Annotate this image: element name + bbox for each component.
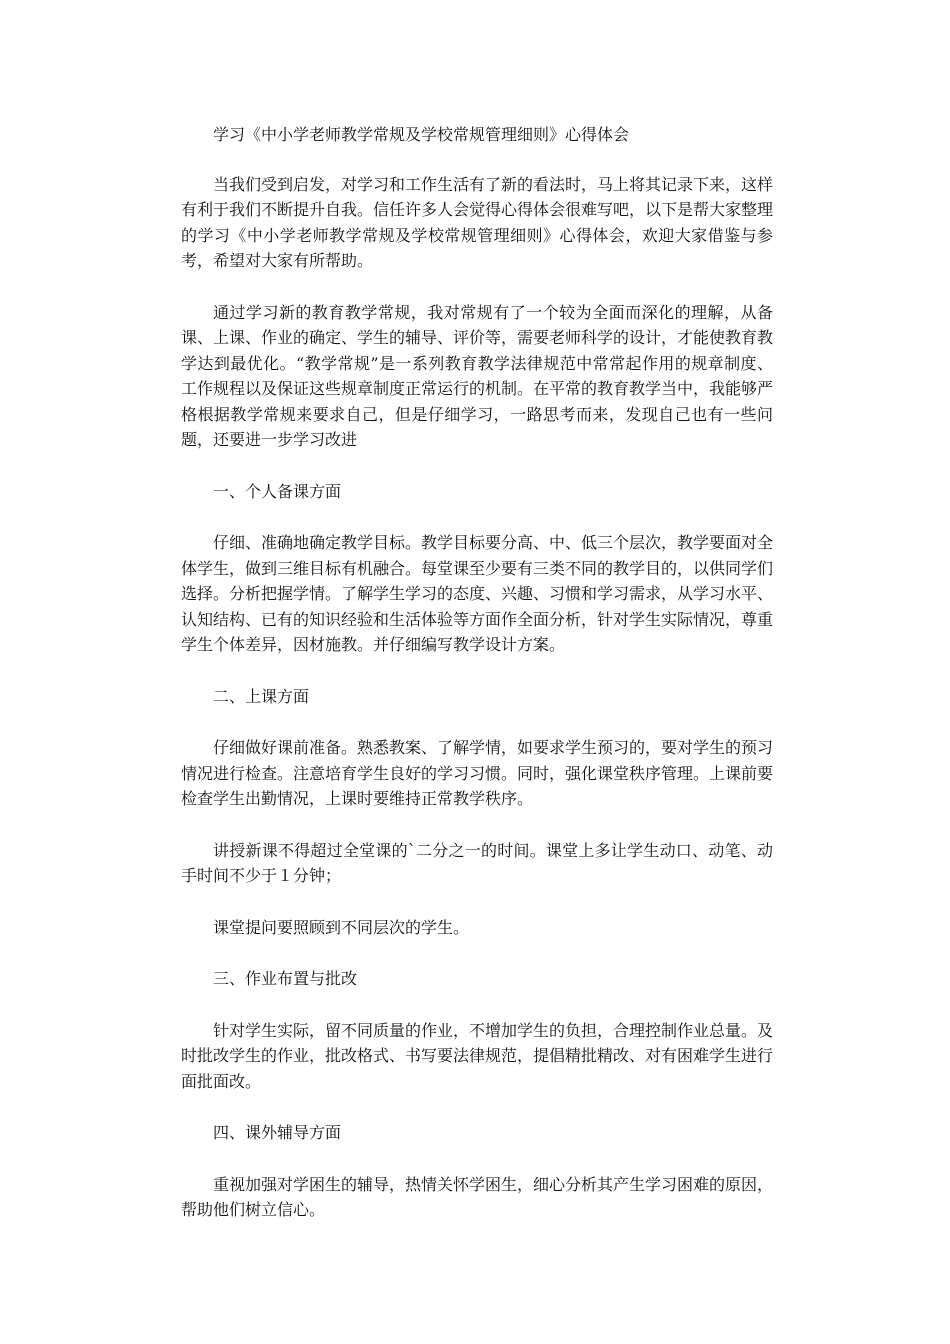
- section-heading-tutoring: 四、课外辅导方面: [213, 1123, 342, 1142]
- section-heading-teaching: 二、上课方面: [213, 686, 310, 706]
- document-title: 学习《中小学老师教学常规及学校常规管理细则》心得体会: [213, 125, 630, 144]
- intro-paragraph: 当我们受到启发，对学习和工作生活有了新的看法时，马上将其记录下来，这样有利于我们不断提升自我。信任许多人会觉得心得体会很难写吧，以下是帮大家整理的学习《中小学老师教学常规及学校常规管理细则》心得体会，欢迎大家借鉴与参考，希望对大家有所帮助。: [181, 174, 774, 270]
- section-heading-homework: 三、作业布置与批改: [213, 969, 358, 988]
- teaching-paragraph-1: 仔细做好课前准备。熟悉教案、了解学情，如要求学生预习的，要对学生的预习情况进行检查。注意培育学生良好的学习习惯。同时，强化课堂秩序管理。上课前要检查学生出勤情况，上课时要维持正常教学秩序。: [181, 738, 774, 808]
- overview-paragraph: 通过学习新的教育教学常规，我对常规有了一个较为全面而深化的理解，从备课、上课、作业的确定、学生的辅导、评价等，需要老师科学的设计，才能使教育教学达到最优化。“教学常规”是一系列教育教学法律规范中常常起作用的规章制度、工作规程以及保证这些规章制度正常运行的机制。在平常的教育教学当中，我能够严格根据教学常规来要求自己，但是仔细学习，一路思考而来，发现自己也有一些问题，还要进一步学习改进: [181, 302, 774, 449]
- document-body: [181, 122, 773, 1249]
- lesson-prep-paragraph: 仔细、准确地确定教学目标。教学目标要分高、中、低三个层次，教学要面对全体学生，做到三维目标有机融合。每堂课至少要有三类不同的教学目的，以供同学们选择。分析把握学情。了解学生学习的态度、兴趣、习惯和学习需求，从学习水平、认知结构、已有的知识经验和生活体验等方面作全面分析，针对学生实际情况，尊重学生个体差异，因材施教。并仔细编写教学设计方案。: [181, 533, 774, 654]
- tutoring-paragraph: 重视加强对学困生的辅导，热情关怀学困生，细心分析其产生学习困难的原因，帮助他们树立信心。: [181, 1174, 774, 1219]
- teaching-paragraph-2: 讲授新课不得超过全堂课的`二分之一的时间。课堂上多让学生动口、动笔、动手时间不少于１分钟；: [181, 840, 773, 885]
- section-heading-lesson-prep: 一、个人备课方面: [213, 481, 342, 501]
- teaching-paragraph-3: 课堂提问要照顾到不同层次的学生。: [213, 917, 470, 937]
- homework-paragraph: 针对学生实际，留不同质量的作业，不增加学生的负担，合理控制作业总量。及时批改学生的作业，批改格式、书写要法律规范，提倡精批精改、对有困难学生进行面批面改。: [181, 1020, 774, 1091]
